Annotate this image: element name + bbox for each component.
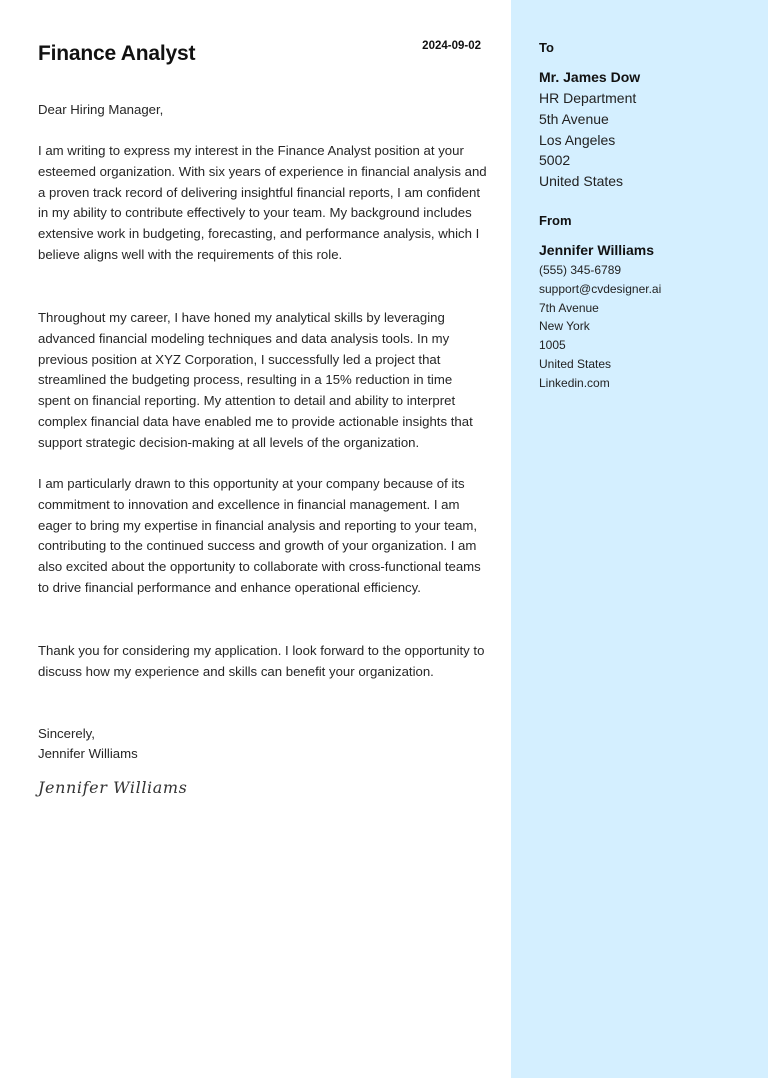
recipient-department: HR Department bbox=[539, 90, 637, 106]
sender-heading: From bbox=[539, 213, 572, 228]
sender-street: 7th Avenue bbox=[539, 300, 599, 315]
letter-paragraph-4: Thank you for considering my application. I look forward to the opportunity to discuss how my experience and skills can benefit your organization. bbox=[38, 643, 485, 679]
letter-paragraph-1: I am writing to express my interest in the Finance Analyst position at your esteemed organization. With six years of experience in financial analysis and a proven track record of delivering insightful financial reports, I am confident in my ability to contribute effectively to your team. My background includes extensive work in budgeting, forecasting, and performance analysis, which I believe aligns well with the requirements of this role. bbox=[38, 143, 487, 262]
recipient-name: Mr. James Dow bbox=[539, 69, 641, 85]
recipient-postal-code: 5002 bbox=[539, 152, 571, 169]
letter-salutation: Dear Hiring Manager, bbox=[38, 102, 164, 117]
recipient-country: United States bbox=[539, 173, 624, 190]
sender-city: New York bbox=[539, 319, 590, 334]
sender-name: Jennifer Williams bbox=[539, 242, 655, 258]
recipient-street: 5th Avenue bbox=[539, 110, 609, 127]
letter-closing-name: Jennifer Williams bbox=[38, 746, 138, 761]
letter-paragraph-3: I am particularly drawn to this opportunity at your company because of its commitment to innovation and excellence in financial management. I am eager to bring my expertise in financial analysis and reporting to your team, contributing to the continued success and growth of your organization. I am also excited about the opportunity to collaborate with cross-functional teams to drive financial performance and enhance operational efficiency. bbox=[38, 476, 481, 595]
letter-closing: Sincerely, bbox=[38, 726, 95, 741]
letter-paragraph-2: Throughout my career, I have honed my analytical skills by leveraging advanced financial modeling techniques and data analysis tools. In my previous position at XYZ Corporation, I successfully led a project that streamlined the budgeting process, resulting in a 15% reduction in time spent on financial reporting. My attention to detail and ability to interpret complex financial data have enabled me to provide actionable insights that support strategic decision-making at all levels of the organization. bbox=[38, 310, 473, 450]
recipient-city: Los Angeles bbox=[539, 131, 616, 148]
recipient-heading: To bbox=[539, 40, 554, 55]
letter-date: 2024-09-02 bbox=[422, 40, 481, 52]
handwritten-signature: Jennifer Williams bbox=[38, 778, 188, 797]
sender-contact-details bbox=[539, 261, 661, 393]
letter-title: Finance Analyst bbox=[38, 42, 196, 65]
sender-website: Linkedin.com bbox=[539, 375, 610, 390]
recipient-address bbox=[539, 88, 636, 192]
sender-phone: (555) 345-6789 bbox=[539, 263, 622, 277]
sender-postal-code: 1005 bbox=[539, 338, 566, 353]
sender-country: United States bbox=[539, 356, 612, 371]
sender-email: support@cvdesigner.ai bbox=[539, 281, 662, 296]
